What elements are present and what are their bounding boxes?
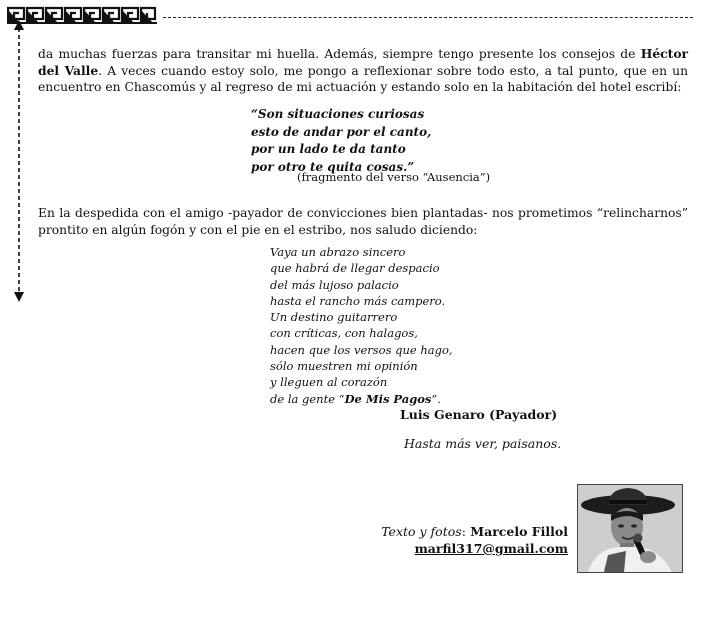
paragraph-1-text-b: . A veces cuando estoy solo, me pongo a reflexionar sobre todo esto, a tal punto, que en un encuentro en Chascomús y al regreso de mi actuación y estando solo en la habitación del hotel escribí: [38,63,688,94]
verse-line: hasta el rancho más campero. [270,293,446,308]
paragraph-2: En la despedida con el amigo -payador de convicciones bien plantadas- nos prometimos “relincharnos” prontito en algún fogón y con el pie en el estribo, nos saludo diciendo: [38,206,688,237]
verse-line: con críticas, con halagos, [270,326,418,341]
verse-line: por un lado te da tanto [251,142,406,156]
verse-last-line-title: De Mis Pagos [344,391,432,406]
verse-line: y lleguen al corazón [270,375,388,390]
verse-line: sólo muestren mi opinión [270,359,418,374]
verse-last-line-suffix: ”. [431,391,441,406]
credit-block [381,523,568,557]
paragraph-1-text-a: da muchas fuerzas para transitar mi huella. Además, siempre tengo presente los consejos de [38,47,641,61]
verse-last-line-prefix: de la gente “ [270,391,345,406]
credit-label: Texto y fotos [381,524,462,539]
credit-email-link[interactable]: marfil317@gmail.com [414,541,568,556]
author-photo [577,484,683,573]
author-signature: Luis Genaro (Payador) [400,407,558,422]
farewell-verse [270,244,453,407]
farewell-line: Hasta más ver, paisanos. [404,436,562,451]
paragraph-1 [38,46,688,96]
paragraph-1-name: Héctor del Valle [38,46,688,78]
verse-fragment [251,106,431,176]
payador-portrait-icon [578,485,682,572]
verse-line: esto de andar por el canto, [251,124,432,139]
verse-line: Un destino guitarrero [270,310,398,325]
verse-line: Vaya un abrazo sincero [270,245,406,259]
verse-line: del más lujoso palacio [270,277,399,292]
header-dashed-rule [163,17,693,18]
verse-line: que habrá de llegar despacio [270,261,440,276]
credit-separator: : [461,524,466,539]
credit-name: Marcelo Fillol [465,524,568,539]
vertical-double-arrow-icon [12,20,26,302]
verse-last-line [270,391,453,407]
verse-line: “Son situaciones curiosas [251,107,425,121]
verse-caption: (fragmento del verso “Ausencia”) [297,170,491,184]
verse-line: hacen que los versos que hago, [270,342,453,357]
verse-line: por otro te quita cosas.” [251,159,415,174]
greek-key-border-icon [7,6,157,24]
credit-line [381,523,568,540]
